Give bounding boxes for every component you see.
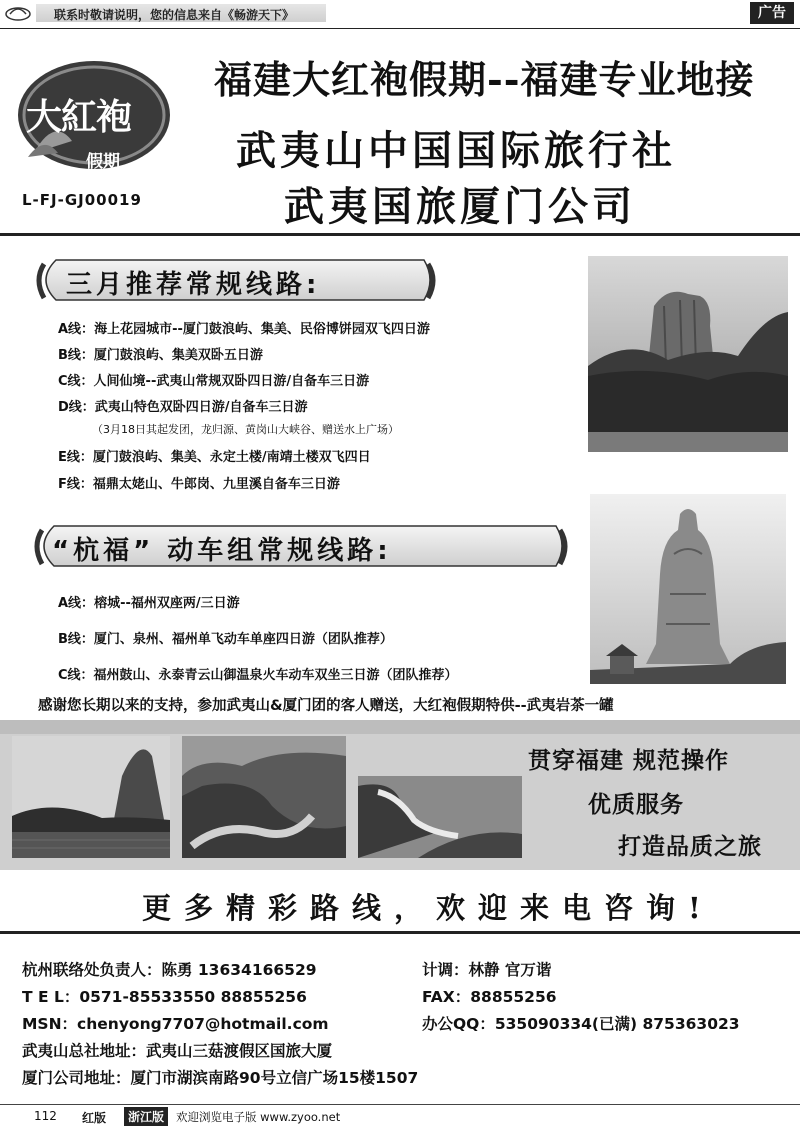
- route-item: A线：榕城--福州双座两/三日游: [58, 596, 240, 611]
- route-item: C线：福州鼓山、永泰青云山御温泉火车动车双坐三日游（团队推荐）: [58, 668, 458, 683]
- motto-line-1: 贯穿福建 规范操作: [528, 748, 730, 774]
- thanks-message: 感谢您长期以来的支持，参加武夷山&厦门团的客人赠送，大红袍假期特供--武夷岩茶一罐: [38, 698, 614, 714]
- march-routes-title: 三月推荐常规线路:: [66, 270, 321, 300]
- route-item: A线：海上花园城市--厦门鼓浪屿、集美、民俗博饼园双飞四日游: [58, 322, 430, 337]
- motto-line-2: 优质服务: [588, 792, 684, 818]
- route-d-note: （3月18日其起发团，龙归源、黄岗山大峡谷、赠送水上广场）: [92, 423, 399, 436]
- logo-title: 大紅袍: [26, 96, 132, 138]
- march-routes-banner: [32, 256, 438, 304]
- top-bar: [0, 0, 800, 26]
- contact-person: 杭州联络处负责人：陈勇 13634166529: [22, 961, 317, 979]
- canyon-stream-photo: [182, 736, 346, 858]
- magazine-logo-icon: [4, 2, 32, 22]
- hq-address: 武夷山总社地址：武夷山三菇渡假区国旅大厦: [22, 1042, 333, 1060]
- xiamen-address: 厦门公司地址：厦门市湖滨南路90号立信广场15楼1507: [22, 1069, 419, 1087]
- header: [0, 28, 800, 236]
- train-routes-title: “杭福” 动车组常规线路:: [52, 536, 392, 566]
- contact-tel: T E L：0571-85533550 88855256: [22, 988, 307, 1006]
- band-top-strip: [0, 720, 800, 734]
- river-peak-photo: [12, 736, 170, 858]
- license-number: L-FJ-GJ00019: [22, 191, 142, 209]
- route-item: B线：厦门鼓浪屿、集美双卧五日游: [58, 348, 263, 363]
- wuyi-rock-photo: [588, 256, 788, 452]
- footer: [0, 1104, 800, 1126]
- coastline-photo: [358, 736, 522, 858]
- route-item: B线：厦门、泉州、福州单飞动车单座四日游（团队推荐）: [58, 632, 393, 647]
- route-item: E线：厦门鼓浪屿、集美、永定土楼/南靖土楼双飞四日: [58, 450, 371, 465]
- motto-line-3: 打造品质之旅: [618, 834, 762, 860]
- route-item: F线：福鼎太姥山、牛郎岗、九里溪自备车三日游: [58, 477, 340, 492]
- province-edition-badge: 浙江版: [124, 1107, 168, 1126]
- more-routes-section: [0, 872, 800, 934]
- logo-subtitle: 假期: [86, 152, 120, 172]
- agency-name-2: 武夷国旅厦门公司: [284, 184, 636, 230]
- contact-fax: FAX：88855256: [422, 988, 557, 1006]
- notice-text: 联系时敬请说明，您的信息来自《畅游天下》: [54, 8, 295, 22]
- agency-name-1: 武夷山中国国际旅行社: [236, 128, 676, 174]
- ad-tag: 广告: [750, 2, 794, 24]
- train-routes-banner: [30, 522, 570, 570]
- route-item: D线：武夷山特色双卧四日游/自备车三日游: [58, 400, 308, 415]
- edition-label: 红版: [82, 1111, 107, 1125]
- mazu-statue-photo: [590, 494, 786, 684]
- contact-msn: MSN：chenyong7707@hotmail.com: [22, 1015, 329, 1033]
- contact-dispatch: 计调：林静 官万谐: [422, 961, 552, 979]
- page-number: 112: [34, 1109, 57, 1123]
- footer-rule: [0, 1104, 800, 1105]
- website-text: 欢迎浏览电子版 www.zyoo.net: [176, 1110, 341, 1124]
- route-item: C线：人间仙境--武夷山常规双卧四日游/自备车三日游: [58, 374, 370, 389]
- more-routes-text: 更多精彩路线，欢迎来电咨询!: [142, 891, 714, 925]
- contact-qq: 办公QQ：535090334(已满) 875363023: [422, 1015, 740, 1033]
- slogan: 福建大红袍假期--福建专业地接: [214, 57, 755, 102]
